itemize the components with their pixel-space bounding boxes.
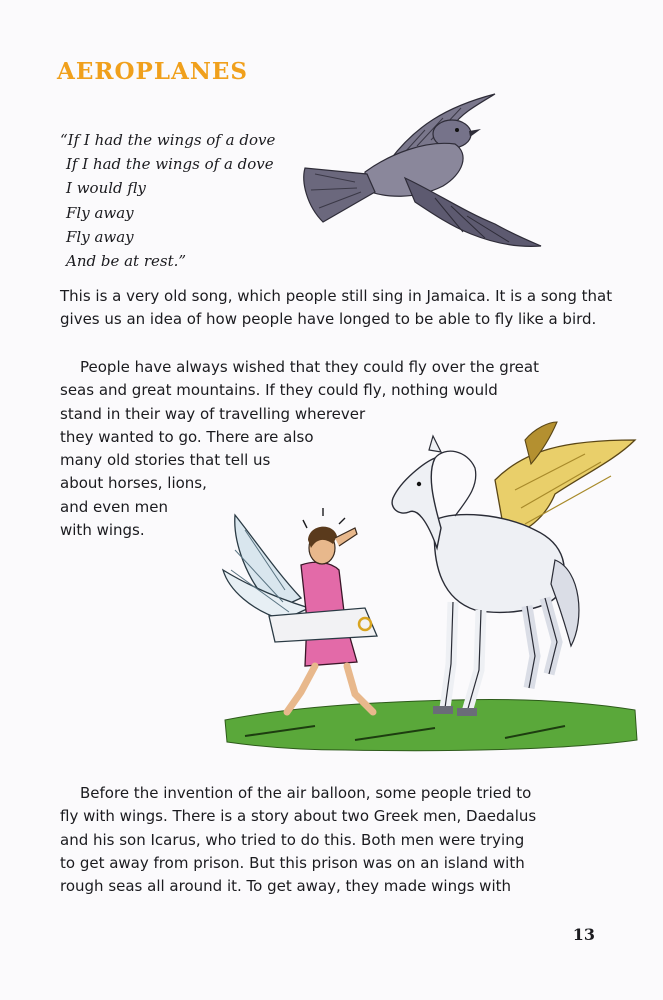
paragraph-daedalus [60,782,638,898]
poem-line: Fly away [66,227,134,246]
paragraph-line: and his son Icarus, who tried to do this. Both men were trying [60,830,525,849]
paragraph-line: rough seas all around it. To get away, they made wings with [60,877,512,896]
paragraph-line: many old stories that tell us [60,451,271,470]
page-title: AEROPLANES [57,58,249,85]
paragraph-line: stand in their way of travelling wherever [60,404,366,423]
paragraph-line: about horses, lions, [60,474,207,493]
poem-line: I would fly [66,179,146,198]
paragraph-line: they wanted to go. There are also [60,427,314,446]
paragraph-line: to get away from prison. But this prison was on an island with [60,853,525,872]
paragraph-line: seas and great mountains. If they could fly, nothing would [60,381,498,400]
poem [60,128,275,273]
paragraph-intro: This is a very old song, which people still sing in Jamaica. It is a song that gives us an idea of how people have longed to be able to fly like a bird. [60,287,613,329]
paragraph-line: with wings. [60,521,145,540]
page-number: 13 [572,925,595,944]
paragraph-line: fly with wings. There is a story about two Greek men, Daedalus [60,807,537,826]
poem-line: “If I had the wings of a dove [60,131,276,149]
poem-line: Fly away [66,203,134,222]
paragraph-line: and even men [60,497,168,516]
poem-line: And be at rest.” [66,252,187,271]
paragraph-line: Before the invention of the air balloon, some people tried to [80,784,532,802]
paragraph-line: People have always wished that they could fly over the great [80,358,539,376]
poem-line: If I had the wings of a dove [66,155,274,174]
dove-icon [295,82,550,262]
winged-man-and-pegasus-icon [205,420,645,760]
bleed-through-text [300,52,640,75]
